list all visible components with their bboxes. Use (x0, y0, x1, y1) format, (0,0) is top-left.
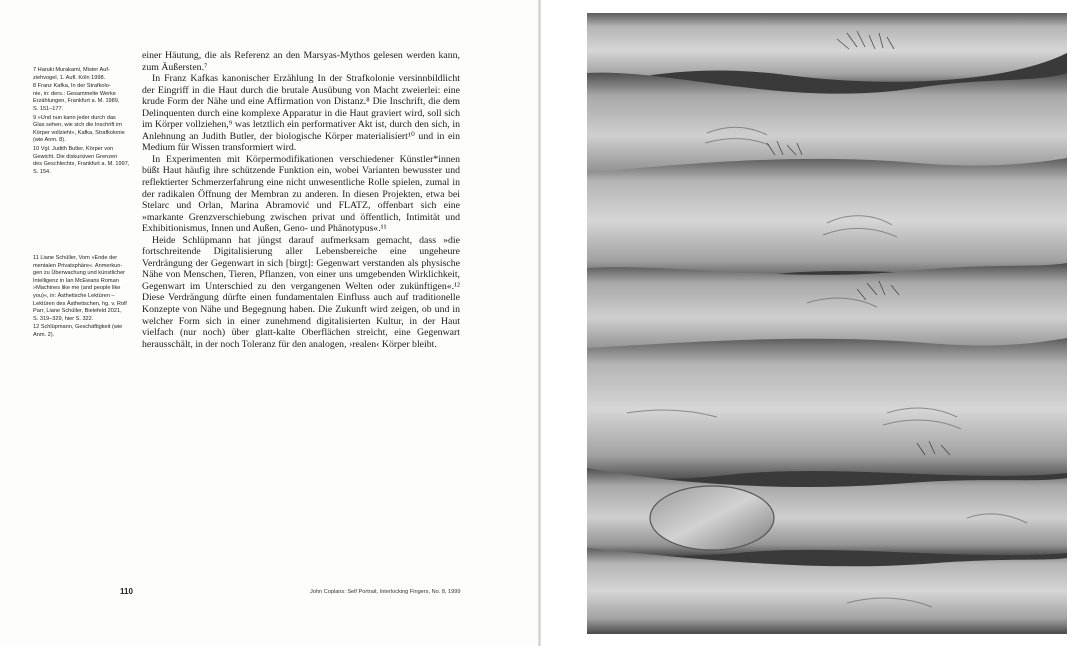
footnote-11: 11 Liane Schüller, Vom »Ende der mentalen Privatsphäre«. Anmerkun- gen zu Überwachung und künstlicher Intelligenz in Ian McEwans Roman »Machines like me (and people like you)«, in: Ästhetische Lektüren – Lektüren des Ästhetischen, hg. v. Rolf Parr, Liane Schüller, Bielefeld 2021, S. 319–329, hier S. 322. (33, 255, 127, 322)
footnote-12: 12 Schlüpmann, Geschäftigkeit (wie Anm. 2). (33, 324, 123, 338)
page-number: 110 (120, 587, 133, 596)
left-page (0, 0, 538, 646)
paragraph-3: In Experimenten mit Körpermodifikationen verschiedener Künstler*innen büßt Haut häufig ihre schützende Funktion ein, wobei Varianten bewusster und reflektierter Schmerzerfahrung eine nicht unwesentliche Rolle spielen, zumal in der radikalen Öffnung der Membran zu anderen. In diesen Projekten, etwa bei Stelarc und Orlan, Marina Abramović und FLATZ, offenbart sich eine »markante Grenzverschiebung zwischen privat und öffentlich, Intimität und Exhibitionismus, Innen und Außen, Geno- und Phänotypus«.¹¹ (142, 153, 460, 235)
photo-caption: John Coplans: Self Portrait, Interlocking Fingers, No. 8, 1999 (310, 589, 461, 595)
footnote-9: 9 »Und nun kann jeder durch das Glas sehen, wie sich die Inschrift im Körper vollzieht«, Kafka, Strafkolonie (wie Anm. 8). (33, 114, 125, 144)
main-text (142, 50, 460, 350)
paragraph-2: In Franz Kafkas kanonischer Erzählung In der Strafkolonie versinnbildlicht der Eingriff in die Haut durch die brutale Ausübung von Macht zweierlei: eine krude Form der Nähe und eine Affirmation von Distanz.⁸ Die Inschrift, die dem Delinquenten durch eine komplexe Apparatur in die Haut graviert wird, soll sich im Körper vollziehen,⁹ was letztlich ein performativer Akt ist, durch den sich, in Anlehnung an Judith Butler, der biologische Körper materialisiert¹⁰ und in ein Medium für Wissen transformiert wird. (142, 73, 460, 154)
footnote-10: 10 Vgl. Judith Butler, Körper von Gewicht. Die diskursiven Grenzen des Geschlechts, Frankfurt a. M. 1997, S. 154. (33, 145, 130, 175)
interlocking-fingers-photo (587, 13, 1067, 634)
fingers-illustration (587, 13, 1067, 634)
margin-notes-bottom (33, 255, 133, 341)
paragraph-4: Heide Schlüpmann hat jüngst darauf aufmerksam gemacht, dass »die fortschreitende Digitalisierung aller Lebensbereiche eine ungeheure Verdrängung der Gegenwart in sich [birgt]: Gegenwart verstanden als physische Nähe von Menschen, Tieren, Pflanzen, von einer uns umgebenden Wirklichkeit, Gegenwart im Unterschied zu den vergangenen Welten oder zukünftigen«.¹² Diese Verdrängung dürfte einen fundamentalen Einfluss auch auf traditionelle Konzepte von Nähe und Begegnung haben. Die Zukunft wird zeigen, ob und in welcher Form sich in einer zunehmend digitalisierten Kultur, in der Haut vielfach (nur noch) über glatt-kalte Oberflächen streicht, eine Gegenwart herausschält, in der noch Toleranz für den analogen, ›realen‹ Körper bleibt. (142, 234, 460, 350)
footnote-7: 7 Haruki Murakami, Mister Auf- ziehvogel, 1. Aufl. Köln 1998. (33, 67, 110, 81)
margin-notes-top (33, 67, 133, 177)
footnote-8: 8 Franz Kafka, In der Strafkolo- nie, in: ders.: Gesammelte Werke Erzählungen, Frankfurt a. M. 1989, S. 151–177. (33, 83, 120, 112)
paragraph-1: einer Häutung, die als Referenz an den Marsyas-Mythos gelesen werden kann, zum Äußersten.⁷ (142, 50, 460, 73)
